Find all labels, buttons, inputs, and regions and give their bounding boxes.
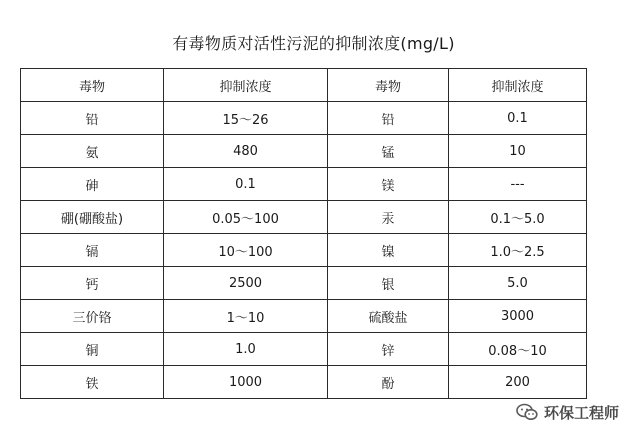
table-cell: 3000 — [449, 300, 587, 333]
table-cell: 铁 — [21, 366, 164, 399]
table-cell: 镉 — [21, 234, 164, 267]
table-row — [21, 135, 587, 168]
table-cell: 10 — [449, 135, 587, 168]
table-cell: 锌 — [328, 333, 449, 366]
table-row — [21, 267, 587, 300]
table-row — [21, 366, 587, 399]
table-cell: 硫酸盐 — [328, 300, 449, 333]
watermark — [516, 398, 619, 426]
wechat-icon — [516, 403, 538, 421]
table-cell: 15～26 — [164, 102, 328, 135]
table-cell: 铅 — [328, 102, 449, 135]
table-row — [21, 234, 587, 267]
table-cell: 0.1～5.0 — [449, 201, 587, 234]
table-cell: 10～100 — [164, 234, 328, 267]
table-row — [21, 102, 587, 135]
table-row — [21, 333, 587, 366]
table-cell: 汞 — [328, 201, 449, 234]
table-row — [21, 168, 587, 201]
table-row — [21, 201, 587, 234]
table-cell: 三价铬 — [21, 300, 164, 333]
table-cell: 200 — [449, 366, 587, 399]
table-cell: --- — [449, 168, 587, 201]
table-cell: 1.0～2.5 — [449, 234, 587, 267]
header-toxicant: 毒物 — [328, 69, 449, 102]
watermark-text: 环保工程师 — [543, 403, 619, 422]
table-cell: 5.0 — [449, 267, 587, 300]
table-cell: 铜 — [21, 333, 164, 366]
table-header-row — [21, 69, 587, 102]
table-cell: 0.1 — [164, 168, 328, 201]
header-toxicant: 毒物 — [21, 69, 164, 102]
table-cell: 0.05～100 — [164, 201, 328, 234]
header-inhibition-concentration: 抑制浓度 — [449, 69, 587, 102]
table-cell: 1.0 — [164, 333, 328, 366]
table-cell: 镍 — [328, 234, 449, 267]
table-cell: 锰 — [328, 135, 449, 168]
table-cell: 镁 — [328, 168, 449, 201]
table-cell: 酚 — [328, 366, 449, 399]
table-cell: 砷 — [21, 168, 164, 201]
table-cell: 铅 — [21, 102, 164, 135]
table-cell: 2500 — [164, 267, 328, 300]
table-cell: 钙 — [21, 267, 164, 300]
page-title: 有毒物质对活性污泥的抑制浓度(mg/L) — [172, 34, 455, 53]
table-cell: 1～10 — [164, 300, 328, 333]
table-cell: 硼(硼酸盐) — [21, 201, 164, 234]
header-inhibition-concentration: 抑制浓度 — [164, 69, 328, 102]
table-cell: 氨 — [21, 135, 164, 168]
table-row — [21, 300, 587, 333]
table-cell: 0.1 — [449, 102, 587, 135]
table-cell: 1000 — [164, 366, 328, 399]
table-cell: 480 — [164, 135, 328, 168]
toxicity-table — [20, 68, 587, 399]
table-cell: 0.08～10 — [449, 333, 587, 366]
table-cell: 银 — [328, 267, 449, 300]
